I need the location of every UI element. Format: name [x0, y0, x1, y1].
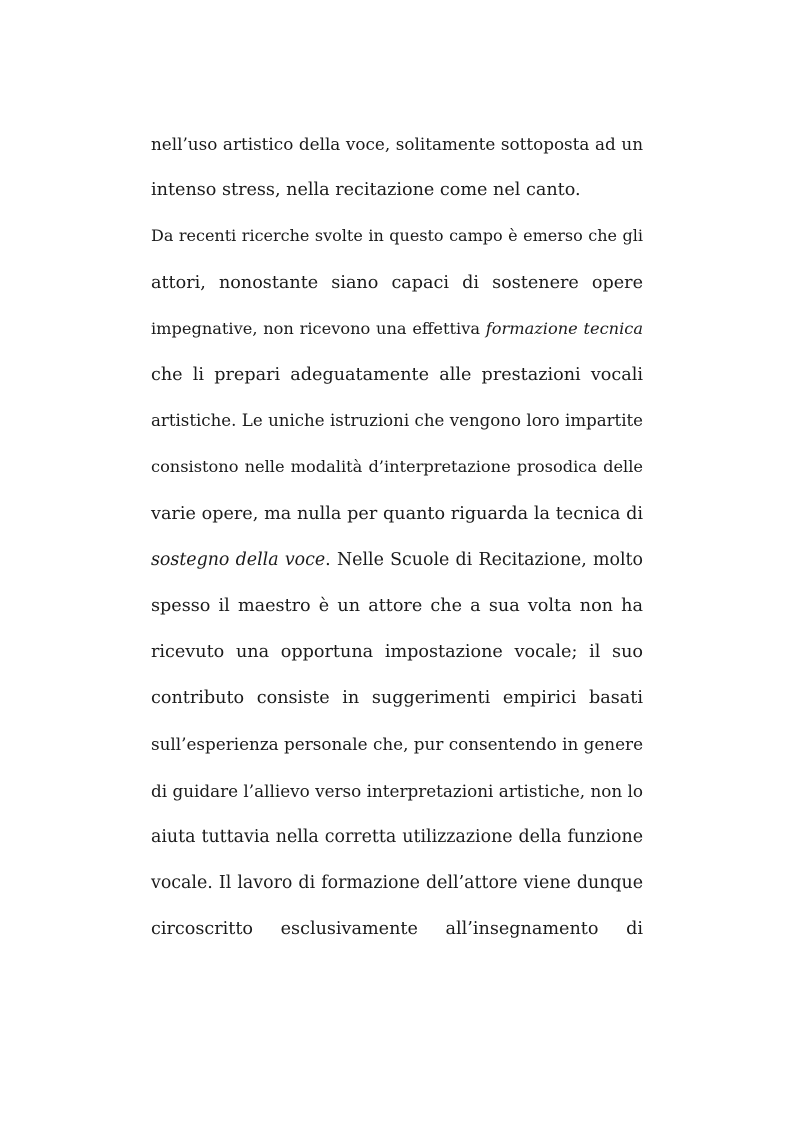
text-segment: aiuta tuttavia nella corretta utilizzazione della funzione: [151, 826, 643, 847]
text-line: [151, 451, 643, 497]
text-segment: attori, nonostante siano capaci di sostenere opere: [151, 272, 643, 293]
text-segment: spesso il maestro è un attore che a sua volta non ha: [151, 595, 643, 616]
text-line: [151, 544, 643, 590]
text-line: [151, 913, 643, 959]
text-line: [151, 174, 643, 220]
text-line: [151, 313, 643, 359]
text-segment: varie opere, ma nulla per quanto riguarda la tecnica di: [151, 503, 643, 524]
italic-text: formazione tecnica: [485, 318, 643, 338]
text-line: [151, 590, 643, 636]
text-segment: . Nelle Scuole di Recitazione, molto: [325, 549, 643, 570]
text-segment: consistono nelle modalità d’interpretazione prosodica delle: [151, 457, 643, 477]
text-line: [151, 267, 643, 313]
text-segment: artistiche. Le uniche istruzioni che vengono loro impartite: [151, 411, 643, 431]
text-segment: nell’uso artistico della voce, solitamente sottoposta ad un: [151, 134, 643, 154]
text-line: [151, 498, 643, 544]
text-line: [151, 775, 643, 821]
text-segment: sull’esperienza personale che, pur consentendo in genere: [151, 734, 643, 755]
text-segment: contributo consiste in suggerimenti empirici basati: [151, 688, 643, 709]
italic-text: sostegno della voce: [151, 549, 326, 570]
text-line: [151, 867, 643, 913]
text-segment: impegnative, non ricevono una effettiva: [151, 318, 486, 338]
text-segment: vocale. Il lavoro di formazione dell’attore viene dunque: [151, 873, 643, 893]
text-line: [151, 636, 643, 682]
body-text: [151, 128, 643, 959]
text-line: [151, 128, 643, 174]
text-segment: circoscritto esclusivamente all’insegnamento di: [151, 919, 643, 940]
text-segment: ricevuto una opportuna impostazione vocale; il suo: [151, 642, 643, 663]
text-line: [151, 359, 643, 405]
text-segment: di guidare l’allievo verso interpretazioni artistiche, non lo: [151, 780, 643, 801]
text-segment: Da recenti ricerche svolte in questo campo è emerso che gli: [151, 226, 643, 246]
text-line: [151, 821, 643, 867]
text-segment: intenso stress, nella recitazione come nel canto.: [151, 180, 581, 201]
text-line: [151, 728, 643, 774]
text-line: [151, 220, 643, 266]
text-line: [151, 682, 643, 728]
text-segment: che li prepari adeguatamente alle prestazioni vocali: [151, 364, 643, 385]
text-line: [151, 405, 643, 451]
